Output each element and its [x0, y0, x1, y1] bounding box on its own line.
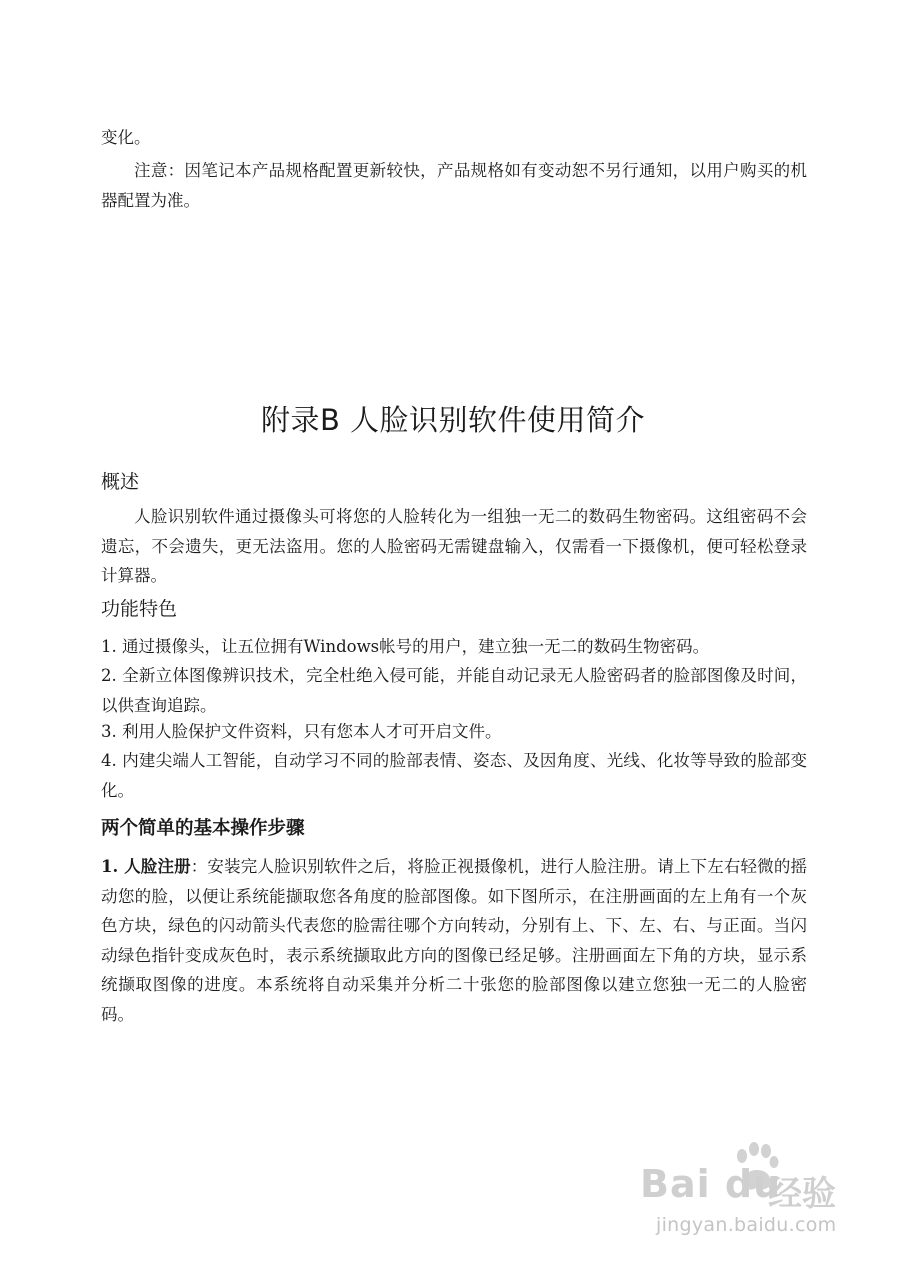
- continued-text: 变化。: [101, 128, 151, 147]
- watermark-url: jingyan.baidu.com: [656, 1214, 837, 1236]
- step1-paragraph: 1. 人脸注册：安装完人脸识别软件之后，将脸正视摄像机，进行人脸注册。请上下左右轻微的摇动您的脸，以便让系统能撷取您各角度的脸部图像。如下图所示，在注册画面的左上角有一个灰色方块，绿色的闪动箭头代表您的脸需往哪个方向转动，分别有上、下、左、右、与正面。当闪动绿色指针变成灰色时，表示系统撷取此方向的图像已经足够。注册画面左下角的方块，显示系统撷取图像的进度。本系统将自动采集并分析二十张您的脸部图像以建立您独一无二的人脸密码。: [101, 857, 807, 1024]
- feature-item-1: 1. 通过摄像头，让五位拥有Windows帐号的用户，建立独一无二的数码生物密码。: [101, 637, 710, 656]
- feature-item-2: 2. 全新立体图像辨识技术，完全杜绝入侵可能，并能自动记录无人脸密码者的脸部图像及时间，以供查询追踪。: [101, 666, 807, 715]
- page-title: 附录B 人脸识别软件使用简介: [260, 403, 646, 437]
- steps-heading: 两个简单的基本操作步骤: [101, 818, 305, 839]
- baidu-watermark: [640, 1140, 870, 1250]
- notice-paragraph: 注意：因笔记本产品规格配置更新较快，产品规格如有变动恕不另行通知，以用户购买的机器配置为准。: [101, 161, 807, 210]
- features-heading: 功能特色: [101, 598, 178, 620]
- overview-paragraph: 人脸识别软件通过摄像头可将您的人脸转化为一组独一无二的数码生物密码。这组密码不会遗忘，不会遗失，更无法盗用。您的人脸密码无需键盘输入，仅需看一下摄像机，便可轻松登录计算器。: [101, 507, 807, 585]
- watermark-logo: Bai du: [640, 1162, 782, 1206]
- watermark-cn: 经验: [768, 1174, 836, 1214]
- step1-label: 1. 人脸注册: [101, 857, 191, 876]
- feature-item-4: 4. 内建尖端人工智能，自动学习不同的脸部表情、姿态、及因角度、光线、化妆等导致的脸部变化。: [101, 751, 807, 800]
- overview-heading: 概述: [101, 471, 140, 493]
- feature-item-3: 3. 利用人脸保护文件资料，只有您本人才可开启文件。: [101, 722, 502, 741]
